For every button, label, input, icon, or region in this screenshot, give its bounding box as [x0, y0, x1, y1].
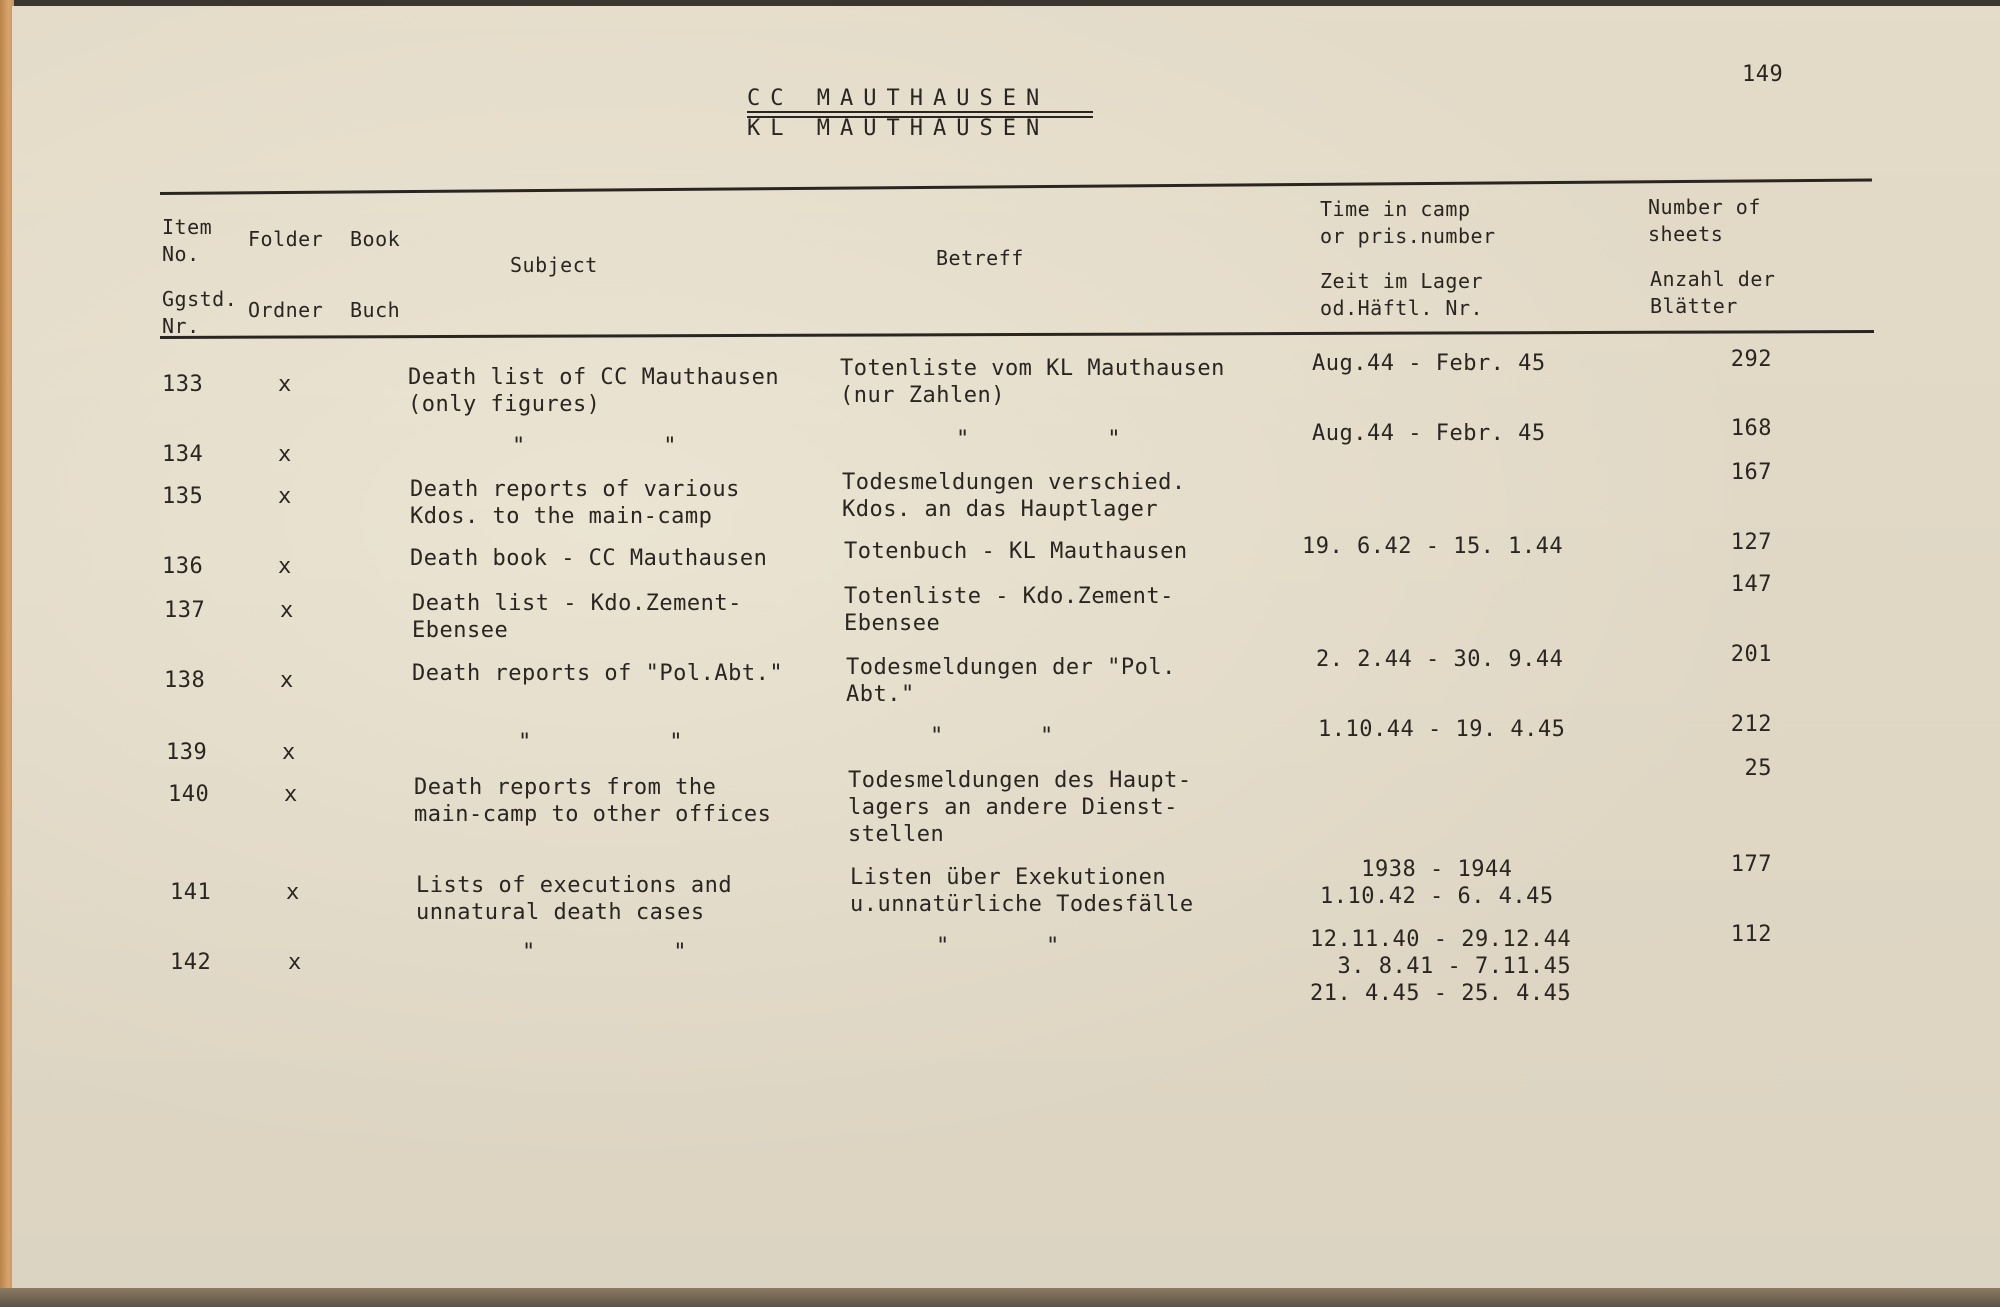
- header-folder: Folder: [248, 227, 324, 251]
- row-item-no: 134: [162, 442, 204, 467]
- row-betreff: Totenliste - Kdo.Zement- Ebensee: [844, 584, 1174, 636]
- row-sheets: 147: [1730, 572, 1772, 597]
- row-betreff: " ": [956, 427, 1121, 452]
- row-time: 12.11.40 - 29.12.44 3. 8.41 - 7.11.45 21. 4.45 - 25. 4.45: [1310, 927, 1572, 1006]
- title-german: KL MAUTHAUSEN: [747, 116, 1050, 141]
- row-item-no: 136: [162, 554, 204, 579]
- row-item-no: 142: [170, 950, 212, 975]
- row-item-no: 135: [162, 484, 204, 509]
- row-item-no: 140: [168, 782, 210, 807]
- row-sheets: 127: [1730, 530, 1772, 555]
- header-subject: Subject: [510, 253, 598, 277]
- row-betreff: Todesmeldungen verschied. Kdos. an das Hauptlager: [842, 470, 1186, 522]
- row-sheets: 168: [1730, 416, 1772, 441]
- row-subject: Death list of CC Mauthausen (only figures): [408, 365, 780, 417]
- row-betreff: Totenliste vom KL Mauthausen (nur Zahlen): [840, 356, 1225, 408]
- row-betreff: Totenbuch - KL Mauthausen: [844, 539, 1188, 564]
- header-ordner: Ordner: [248, 298, 324, 322]
- row-time: 1.10.44 - 19. 4.45: [1318, 717, 1566, 742]
- header-sheets-de: Anzahl der Blätter: [1650, 267, 1776, 318]
- row-folder-mark: x: [278, 372, 292, 397]
- row-sheets: 292: [1730, 347, 1772, 372]
- row-time: Aug.44 - Febr. 45: [1312, 351, 1546, 376]
- row-sheets: 212: [1730, 712, 1772, 737]
- row-betreff: Todesmeldungen des Haupt- lagers an andere Dienst- stellen: [848, 768, 1192, 847]
- row-item-no: 133: [162, 372, 204, 397]
- header-bottom-rule: [160, 330, 1874, 339]
- row-item-no: 137: [164, 598, 206, 623]
- header-item-no: Item No.: [162, 215, 213, 266]
- row-folder-mark: x: [286, 880, 300, 905]
- row-betreff: Listen über Exekutionen u.unnatürliche Todesfälle: [850, 865, 1194, 917]
- row-sheets: 25: [1744, 756, 1772, 781]
- title-underline: [747, 111, 1093, 113]
- row-time: 19. 6.42 - 15. 1.44: [1302, 534, 1564, 559]
- header-book: Book: [350, 227, 401, 251]
- row-subject: " ": [512, 434, 677, 459]
- row-time: 1938 - 1944 1.10.42 - 6. 4.45: [1320, 857, 1554, 909]
- header-buch: Buch: [350, 298, 401, 322]
- row-item-no: 141: [170, 880, 212, 905]
- row-item-no: 138: [164, 668, 206, 693]
- row-time: 2. 2.44 - 30. 9.44: [1316, 647, 1564, 672]
- row-folder-mark: x: [278, 554, 292, 579]
- header-time-de: Zeit im Lager od.Häftl. Nr.: [1320, 269, 1484, 320]
- row-subject: Death reports from the main-camp to other offices: [414, 775, 772, 827]
- row-subject: Death book - CC Mauthausen: [410, 546, 768, 571]
- row-folder-mark: x: [284, 782, 298, 807]
- page-number: 149: [1742, 62, 1784, 87]
- title-english: CC MAUTHAUSEN: [747, 86, 1050, 111]
- row-sheets: 201: [1730, 642, 1772, 667]
- row-folder-mark: x: [282, 740, 296, 765]
- row-betreff: " ": [936, 934, 1060, 959]
- row-sheets: 177: [1730, 852, 1772, 877]
- row-subject: Death list - Kdo.Zement- Ebensee: [412, 591, 742, 643]
- header-sheets-en: Number of sheets: [1648, 195, 1761, 246]
- row-folder-mark: x: [278, 484, 292, 509]
- row-subject: Death reports of various Kdos. to the main-camp: [410, 477, 740, 529]
- row-subject: " ": [518, 730, 683, 755]
- row-subject: Lists of executions and unnatural death cases: [416, 873, 733, 925]
- header-time-en: Time in camp or pris.number: [1320, 197, 1496, 248]
- row-folder-mark: x: [280, 668, 294, 693]
- row-subject: " ": [522, 940, 687, 965]
- row-time: Aug.44 - Febr. 45: [1312, 421, 1546, 446]
- row-folder-mark: x: [280, 598, 294, 623]
- document-page: [12, 6, 2000, 1292]
- header-betreff: Betreff: [936, 246, 1024, 270]
- row-betreff: Todesmeldungen der "Pol. Abt.": [846, 655, 1176, 707]
- row-subject: Death reports of "Pol.Abt.": [412, 661, 784, 686]
- row-sheets: 167: [1730, 460, 1772, 485]
- row-folder-mark: x: [288, 950, 302, 975]
- header-top-rule: [160, 179, 1872, 195]
- header-ggstd-nr: Ggstd. Nr.: [162, 287, 238, 338]
- row-item-no: 139: [166, 740, 208, 765]
- row-sheets: 112: [1730, 922, 1772, 947]
- row-betreff: " ": [930, 724, 1054, 749]
- page-bottom-edge: [0, 1288, 2000, 1307]
- row-folder-mark: x: [278, 442, 292, 467]
